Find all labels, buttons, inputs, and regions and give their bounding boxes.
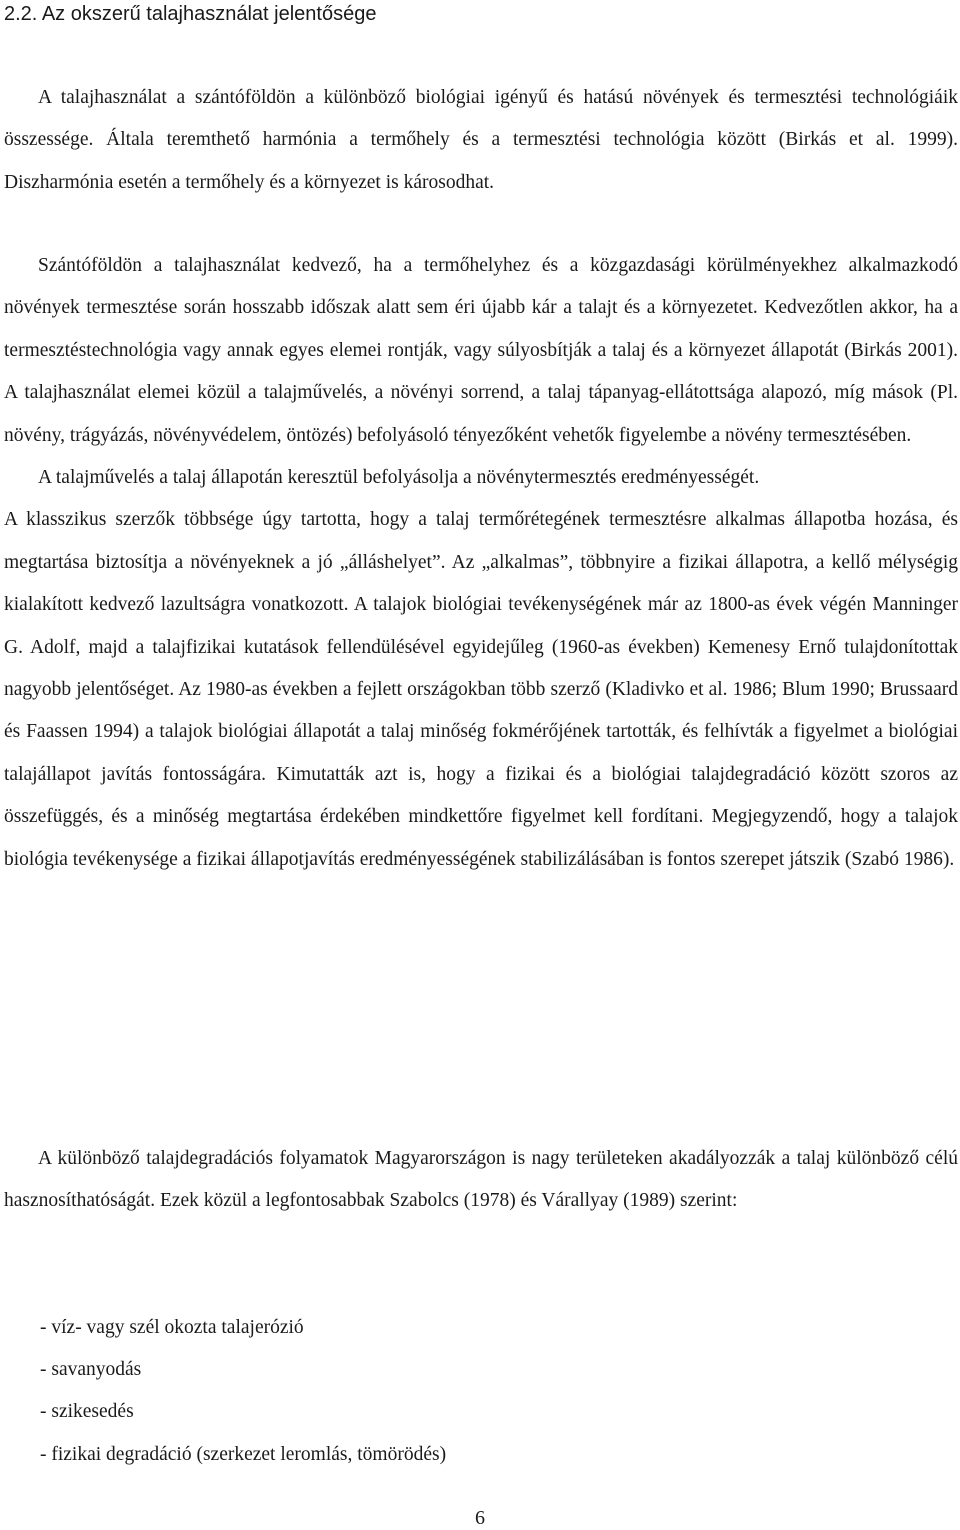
section-heading: 2.2. Az okszerű talajhasználat jelentősége	[4, 3, 377, 25]
page-number: 6	[475, 1507, 485, 1529]
list-item: - fizikai degradáció (szerkezet leromlás, tömörödés)	[40, 1443, 447, 1465]
paragraph-favorable-use: Szántóföldön a talajhasználat kedvező, ha a termőhelyhez és a közgazdasági körülményekhez alkalmazkodó növények termesztése során hosszabb időszak alatt sem éri újabb kár a talajt és a környezetet. Kedvezőtlen akkor, ha a termesztéstechnológia vagy annak egyes elemei rontják, vagy súlyosbítják a talaj és a környezet állapotát (Birkás 2001). A talajhasználat elemei közül a talajművelés, a növényi sorrend, a talaj tápanyag-ellátottsága alapozó, míg mások (Pl. növény, trágyázás, növényvédelem, öntözés) befolyásoló tényezőként vehetők figyelembe a növény termesztésében.	[4, 255, 958, 446]
paragraph-degradation: A különböző talajdegradációs folyamatok Magyarországon is nagy területeken akadályozzák a talaj különböző célú hasznosíthatóságát. Ezek közül a legfontosabbak Szabolcs (1978) és Várallyay (1989) szerint:	[4, 1148, 958, 1212]
paragraph-block-main	[4, 245, 958, 881]
list-item: - savanyodás	[40, 1359, 142, 1381]
degradation-list	[40, 1307, 446, 1476]
paragraph-classic-authors: A klasszikus szerzők többsége úgy tartotta, hogy a talaj termőrétegének termesztésre alkalmas állapotba hozása, és megtartása biztosítja a növényeknek a jó „álláshelyet”. Az „alkalmas”, többnyire a fizikai állapotra, a kellő mélységig kialakított kedvező lazultságra vonatkozott. A talajok biológiai tevékenységének már az 1800-as évek végén Manninger G. Adolf, majd a talajfizikai kutatások fellendülésével egyidejűleg (1960-as években) Kemenesy Ernő tulajdonítottak nagyobb jelentőséget. Az 1980-as években a fejlett országokban több szerző (Kladivko et al. 1986; Blum 1990; Brussaard és Faassen 1994) a talajok biológiai állapotát a talaj minőség fokmérőjének tartották, és felhívták a figyelmet a biológiai talajállapot javítás fontosságára. Kimutatták azt is, hogy a fizikai és a biológiai talajdegradáció között szoros az összefüggés, és a minőség megtartása érdekében mindkettőre figyelmet kell fordítani. Megjegyzendő, hogy a talajok biológia tevékenysége a fizikai állapotjavítás eredményességének stabilizálásában is fontos szerepet játszik (Szabó 1986).	[4, 509, 958, 870]
list-item: - víz- vagy szél okozta talajerózió	[40, 1317, 304, 1338]
list-item: - szikesedés	[40, 1401, 134, 1423]
paragraph-tillage: A talajművelés a talaj állapotán keresztül befolyásolja a növénytermesztés eredményességét.	[38, 467, 760, 489]
paragraph-intro: A talajhasználat a szántóföldön a különböző biológiai igényű és hatású növények és termesztési technológiáik összessége. Általa teremthető harmónia a termőhely és a termesztési technológia között (Birkás et al. 1999). Diszharmónia esetén a termőhely és a környezet is károsodhat.	[4, 87, 958, 193]
